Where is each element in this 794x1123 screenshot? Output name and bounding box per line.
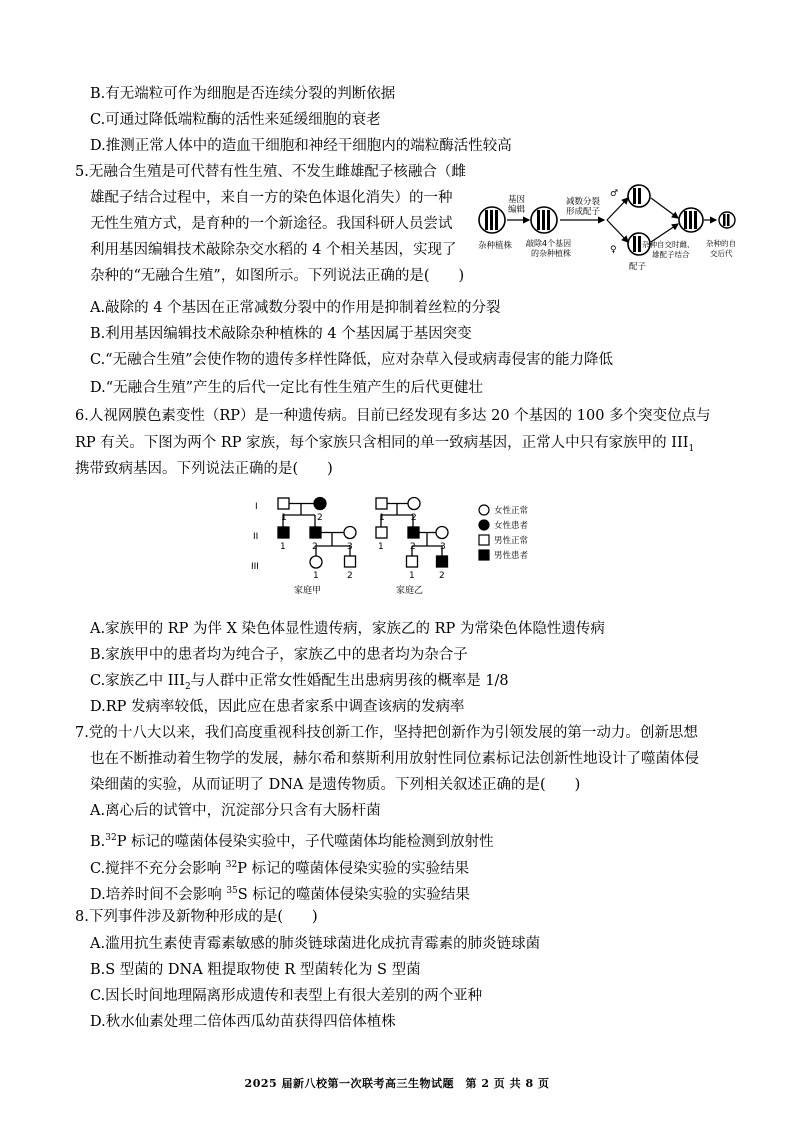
- offspring-label-1: 杂种的自: [706, 239, 736, 248]
- svg-text:1: 1: [409, 571, 415, 581]
- q4-option-d: D.推测正常人体中的造血干细胞和神经干细胞内的端粒酶活性较高: [90, 138, 512, 154]
- pedigree-legend: [479, 505, 489, 560]
- svg-text:1: 1: [313, 571, 319, 581]
- svg-text:2: 2: [411, 513, 417, 523]
- legend-male-patient-icon: [479, 550, 489, 560]
- q7-stem-line-2: 也在不断推动着生物学的发展，赫尔希和蔡斯利用放射性同位素标记法创新性地设计了噬菌体侵: [90, 751, 699, 767]
- gamete-label: 配子: [629, 262, 647, 272]
- svg-text:2: 2: [347, 571, 353, 581]
- svg-text:1: 1: [379, 513, 385, 523]
- offspring-cell: [719, 212, 735, 228]
- q5-stem-line-3: 无性生殖方式，是育种的一个新途径。我国科研人员尝试: [90, 216, 453, 232]
- q5-stem-line-4: 利用基因编辑技术敲除杂交水稻的 4 个相关基因，实现了: [90, 242, 457, 258]
- arrow-male: [607, 198, 628, 220]
- meiosis-label-2: 形成配子: [566, 207, 601, 217]
- q8-option-a: A.滥用抗生素使青霉素敏感的肺炎链球菌进化成抗青霉素的肺炎链球菌: [90, 936, 541, 952]
- family-a-numbers: [280, 513, 353, 581]
- q6-option-d: D.RP 发病率较低，因此应在患者家系中调查该病的发病率: [90, 699, 465, 715]
- family-b-numbers: [378, 513, 446, 581]
- selfing-label-2: 雄配子结合: [652, 250, 690, 259]
- q7-option-c: C.搅拌不充分会影响 $^{32}$P 标记的噬菌体侵染实验的实验结果: [90, 860, 470, 877]
- pedigree-figure: [250, 493, 600, 603]
- family-b-label: 家庭乙: [396, 586, 424, 596]
- q4-option-c: C.可通过降低端粒酶的活性来延缓细胞的衰老: [90, 112, 381, 128]
- q6-stem-line-3: 携带致病基因。下列说法正确的是( ): [75, 461, 333, 477]
- gene-label: 基因: [508, 195, 526, 205]
- svg-text:2: 2: [439, 571, 445, 581]
- offspring-label-2: 交后代: [710, 249, 733, 258]
- svg-text:3: 3: [440, 542, 446, 552]
- family-a-label: 家庭甲: [294, 586, 322, 596]
- legend-male-normal-icon: [479, 535, 489, 545]
- family-b-pedigree: [376, 498, 448, 568]
- page-footer: 2025 届新八校第一次联考高三生物试题 第 2 页 共 8 页: [244, 1077, 550, 1090]
- q5-stem-line-5: 杂种的“无融合生殖”，如图所示。下列说法正确的是( ): [90, 268, 465, 284]
- knockout-label-2: 的杂种植株: [531, 249, 571, 258]
- q6-option-a: A.家族甲的 RP 为伴 X 染色体显性遗传病，家族乙的 RP 为常染色体隐性遗传病: [90, 621, 605, 637]
- arrow-merge-male: [651, 198, 678, 218]
- hybrid-cell-1: [479, 207, 505, 233]
- q7-option-a: A.离心后的试管中，沉淀部分只含有大肠杆菌: [90, 803, 381, 819]
- q6-option-c: C.家族乙中 $III_2$与人群中正常女性婚配生出患病男孩的概率是 1/8: [90, 673, 509, 692]
- q7-option-d: D.培养时间不会影响 $^{35}$S 标记的噬菌体侵染实验的实验结果: [90, 886, 470, 903]
- q5-stem-line-2: 雄配子结合过程中，来自一方的染色体退化消失）的一种: [90, 190, 453, 206]
- male-symbol: ♂: [610, 189, 619, 199]
- q8-option-b: B.S 型菌的 DNA 粗提取物使 R 型菌转化为 S 型菌: [90, 962, 421, 978]
- knockout-label-1: 敲除4个基因: [526, 239, 572, 248]
- edited-cell: [531, 207, 557, 233]
- meiosis-label-1: 减数分裂: [566, 197, 601, 207]
- svg-text:1: 1: [378, 542, 384, 552]
- q7-option-b: B.$^{32}$P 标记的噬菌体侵染实验中，子代噬菌体均能检测到放射性: [90, 833, 494, 850]
- q8-option-c: C.因长时间地理隔离形成遗传和表型上有很大差别的两个亚种: [90, 988, 483, 1004]
- apomixis-diagram: [476, 180, 736, 275]
- female-symbol: ♀: [610, 245, 617, 255]
- gen-III-label: III: [251, 562, 259, 572]
- gen-I-label: I: [255, 502, 258, 512]
- legend-female-normal-icon: [479, 505, 489, 515]
- q5-stem-line-1: 5.无融合生殖是可代替有性生殖、不发生雌雄配子核融合（雌: [75, 164, 466, 180]
- hybrid-plant-label: 杂种植株: [478, 241, 513, 251]
- q7-stem-line-1: 7.党的十八大以来，我们高度重视科技创新工作，坚持把创新作为引领发展的第一动力。创新思想: [75, 725, 698, 741]
- edit-label: 编辑: [508, 205, 526, 215]
- selfing-label-1: 杂种自交时雌、: [642, 240, 695, 249]
- q6-stem-line-2: RP 有关。下图为两个 RP 家族，每个家族只含相同的单一致病基因，正常人中只有家族甲的 $III_1$: [75, 435, 695, 454]
- q7-stem-line-3: 染细菌的实验，从而证明了 DNA 是遗传物质。下列相关叙述正确的是( ): [90, 777, 581, 793]
- family-a-pedigree: [278, 498, 356, 569]
- legend-female-patient-icon: [479, 520, 489, 530]
- svg-text:2: 2: [312, 542, 318, 552]
- gen-II-label: II: [253, 532, 259, 542]
- q4-option-b: B.有无端粒可作为细胞是否连续分裂的判断依据: [90, 86, 396, 102]
- legend-male-normal: 男性正常: [494, 536, 529, 546]
- svg-text:3: 3: [347, 542, 353, 552]
- q6-option-b: B.家族甲中的患者均为纯合子，家族乙中的患者均为杂合子: [90, 647, 468, 663]
- svg-text:2: 2: [410, 542, 416, 552]
- legend-female-normal: 女性正常: [494, 506, 529, 516]
- legend-male-patient: 男性患者: [494, 551, 529, 561]
- svg-text:1: 1: [281, 513, 287, 523]
- arrow-female: [607, 220, 628, 242]
- zygote-cell: [679, 208, 703, 232]
- q8-option-d: D.秋水仙素处理二倍体西瓜幼苗获得四倍体植株: [90, 1014, 396, 1030]
- q5-option-a: A.敲除的 4 个基因在正常减数分裂中的作用是抑制着丝粒的分裂: [90, 300, 501, 316]
- svg-text:1: 1: [280, 542, 286, 552]
- svg-text:2: 2: [317, 513, 323, 523]
- q6-stem-line-1: 6.人视网膜色素变性（RP）是一种遗传病。目前已经发现有多达 20 个基因的 100 多个突变位点与: [75, 408, 711, 424]
- q5-option-d: D.“无融合生殖”产生的后代一定比有性生殖产生的后代更健壮: [90, 380, 484, 396]
- legend-female-patient: 女性患者: [494, 521, 529, 531]
- q8-stem: 8.下列事件涉及新物种形成的是( ): [75, 909, 318, 925]
- q5-option-c: C.“无融合生殖”会使作物的遗传多样性降低，应对杂草入侵或病毒侵害的能力降低: [90, 352, 614, 368]
- q5-option-b: B.利用基因编辑技术敲除杂种植株的 4 个基因属于基因突变: [90, 326, 472, 342]
- male-gamete: [628, 185, 650, 207]
